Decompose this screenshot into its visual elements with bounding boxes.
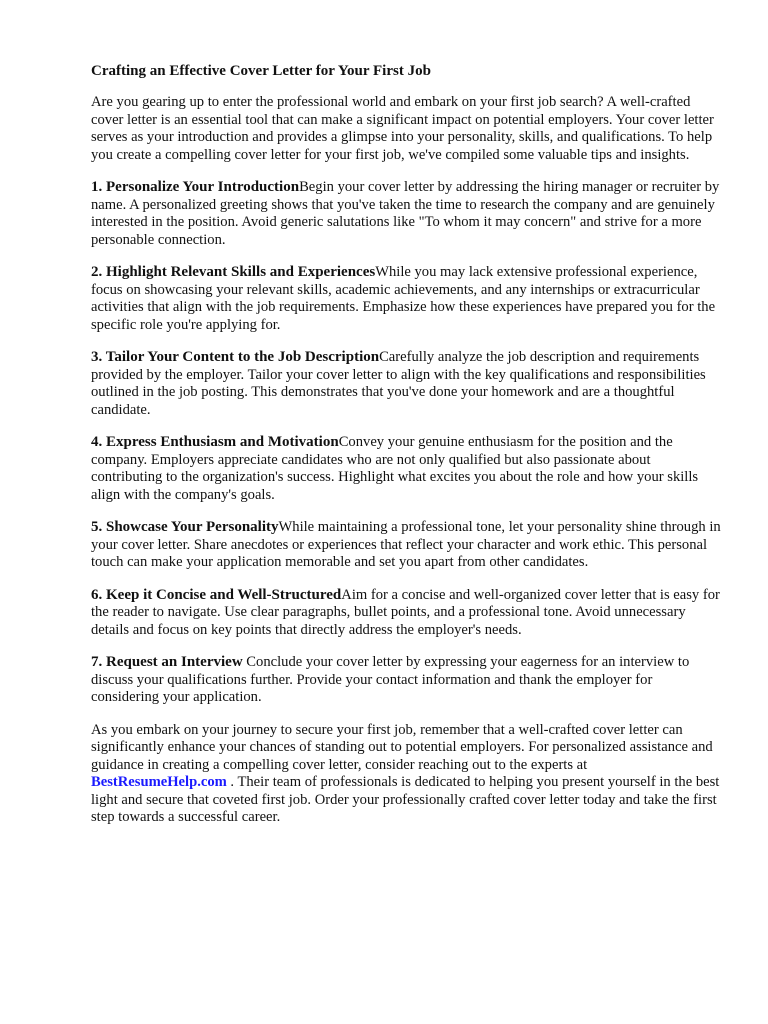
section-6-heading: 6. Keep it Concise and Well-Structured bbox=[91, 586, 342, 603]
section-2 bbox=[91, 264, 723, 334]
section-3-body: Carefully analyze the job description and requirements provided by the employer. Tailor your cover letter to align with the key qualifications and responsibilities outlined in the job posting. This demonstrates that you've done your homework and are a thoughtful candidate. bbox=[91, 349, 706, 418]
closing-text-before-link: As you embark on your journey to secure your first job, remember that a well-crafted cover letter can significantly enhance your chances of standing out to potential employers. For personalized assistance and guidance in creating a compelling cover letter, consider reaching out to the experts at bbox=[91, 721, 713, 773]
section-2-heading: 2. Highlight Relevant Skills and Experiences bbox=[91, 264, 376, 280]
section-7 bbox=[91, 654, 723, 707]
section-6 bbox=[91, 587, 723, 640]
document-title: Crafting an Effective Cover Letter for Your First Job bbox=[91, 63, 431, 79]
section-2-body: While you may lack extensive professional experience, focus on showcasing your relevant skills, academic achievements, and any internships or extracurricular activities that align with the job requirements. Emphasize how these experiences have prepared you for the specific role you're applying for. bbox=[91, 264, 716, 333]
intro-paragraph: Are you gearing up to enter the professional world and embark on your first job search? A well-crafted cover letter is an essential tool that can make a significant impact on potential employers. Your cover letter serves as your introduction and provides a glimpse into your personality, skills, and qualifications. To help you create a compelling cover letter for your first job, we've compiled some valuable tips and insights. bbox=[91, 94, 714, 163]
section-7-heading: 7. Request an Interview bbox=[91, 654, 243, 670]
section-4-heading: 4. Express Enthusiasm and Motivation bbox=[91, 434, 339, 450]
section-4 bbox=[91, 434, 723, 504]
document-page bbox=[91, 62, 723, 842]
section-4-body: Convey your genuine enthusiasm for the position and the company. Employers appreciate candidates who are not only qualified but also passionate about contributing to the organization's success. Highlight what excites you about the role and how your skills align with the company's goals. bbox=[91, 434, 699, 503]
closing-paragraph bbox=[91, 722, 723, 827]
section-3 bbox=[91, 349, 723, 419]
section-1-body: Begin your cover letter by addressing the hiring manager or recruiter by name. A personalized greeting shows that you've taken the time to research the company and are genuinely interested in the position. Avoid generic salutations like "To whom it may concern" and strive for a more personable connection. bbox=[91, 179, 720, 248]
section-5-body: While maintaining a professional tone, let your personality shine through in your cover letter. Share anecdotes or experiences that reflect your character and work ethic. This personal touch can make your application memorable and set you apart from other candidates. bbox=[91, 519, 721, 570]
section-1-heading: 1. Personalize Your Introduction bbox=[91, 179, 300, 195]
section-5-heading: 5. Showcase Your Personality bbox=[91, 519, 279, 535]
bestresumehelp-link[interactable]: BestResumeHelp.com bbox=[91, 774, 227, 790]
section-3-heading: 3. Tailor Your Content to the Job Description bbox=[91, 349, 380, 365]
section-6-body: Aim for a concise and well-organized cover letter that is easy for the reader to navigate. Use clear paragraphs, bullet points, and a professional tone. Avoid unnecessary details and focus on key points that directly address the employer's needs. bbox=[91, 586, 720, 638]
section-5 bbox=[91, 519, 723, 572]
closing-text-after-link: . Their team of professionals is dedicated to helping you present yourself in the best light and secure that coveted first job. Order your professionally crafted cover letter today and take the first step towards a successful career. bbox=[91, 774, 720, 825]
section-1 bbox=[91, 179, 723, 249]
section-7-body: Conclude your cover letter by expressing your eagerness for an interview to discuss your qualifications further. Provide your contact information and thank the employer for considering your application. bbox=[91, 654, 690, 705]
